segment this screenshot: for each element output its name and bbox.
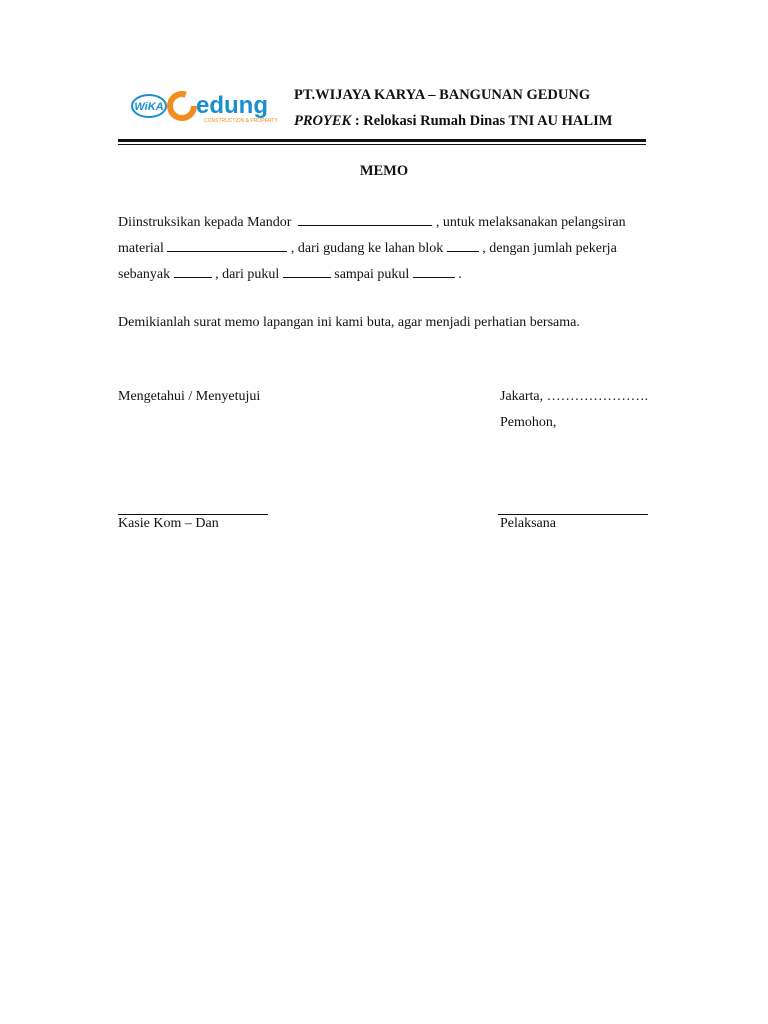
body-text: material [118, 241, 164, 256]
project-name: Relokasi Rumah Dinas TNI AU HALIM [363, 113, 613, 129]
project-separator: : [351, 113, 364, 129]
body-text: sebanyak [118, 267, 171, 282]
left-signature-line[interactable] [118, 514, 268, 515]
body-text: sampai pukul [334, 267, 410, 282]
body-text: . [458, 267, 462, 282]
gedung-g-icon [170, 94, 194, 118]
start-time-blank[interactable] [283, 265, 331, 278]
body-text: , dengan jumlah pekerja [482, 241, 617, 256]
mandor-blank[interactable] [298, 213, 432, 226]
header-divider-thin [118, 144, 646, 145]
body-text: Diinstruksikan kepada Mandor [118, 215, 292, 230]
header-divider-thick [118, 139, 646, 142]
wika-gedung-logo [130, 88, 285, 126]
project-line [294, 113, 612, 130]
logo-mark-text: WiKA [134, 101, 164, 113]
svg-text:edung: edung [196, 92, 268, 119]
blok-blank[interactable] [447, 239, 479, 252]
company-name: PT.WIJAYA KARYA – BANGUNAN GEDUNG [294, 87, 591, 103]
end-time-blank[interactable] [413, 265, 455, 278]
material-blank[interactable] [167, 239, 287, 252]
closing-paragraph: Demikianlah surat memo lapangan ini kami buta, agar menjadi perhatian bersama. [118, 315, 580, 330]
applicant-label: Pemohon, [500, 415, 557, 430]
approval-label: Mengetahui / Menyetujui [118, 389, 261, 404]
logo-brand-text: Gedung [130, 88, 134, 89]
workers-blank[interactable] [174, 265, 212, 278]
logo-tagline: CONSTRUCTION & PROPERTY [204, 118, 278, 124]
body-text: , untuk melaksanakan pelangsiran [435, 215, 626, 230]
left-signer-role: Kasie Kom – Dan [118, 516, 219, 531]
body-text: , dari gudang ke lahan blok [290, 241, 444, 256]
project-label: PROYEK [294, 113, 352, 129]
right-signer-role: Pelaksana [500, 516, 556, 531]
body-line-1 [118, 213, 626, 231]
place-date: Jakarta, …………………. [500, 389, 649, 404]
body-line-2 [118, 239, 617, 257]
memo-title: MEMO [359, 163, 409, 179]
right-signature-line[interactable] [498, 514, 648, 515]
body-text: , dari pukul [215, 267, 280, 282]
body-line-3 [118, 265, 462, 283]
